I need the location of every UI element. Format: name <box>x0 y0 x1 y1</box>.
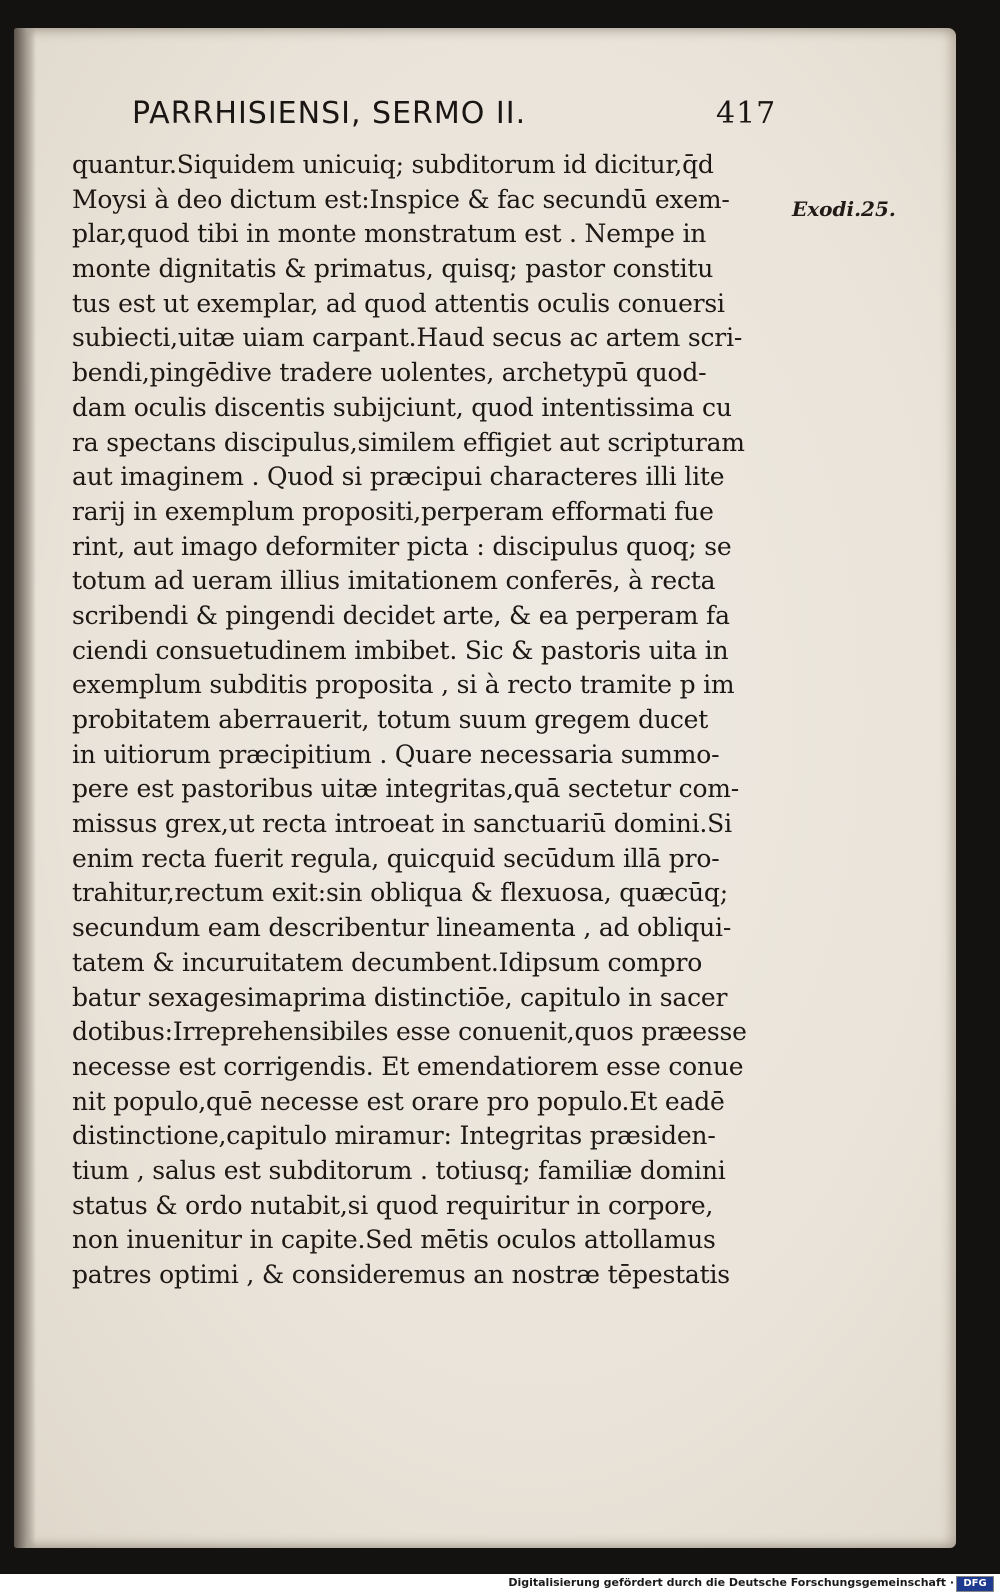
running-title: PARRHISIENSI, SERMO II. <box>132 96 527 131</box>
marginal-note: Exodi.25. <box>792 197 896 221</box>
text-line: plar,quod tibi in monte monstratum est . Nempe in <box>72 219 707 249</box>
text-line: nit populo,quē necesse est orare pro populo.Et eadē <box>72 1086 725 1116</box>
text-line: enim recta fuerit regula, quicquid secūdum illā pro- <box>72 843 720 873</box>
running-header <box>132 96 792 142</box>
text-line: missus grex,ut recta introeat in sanctuariū domini.Si <box>72 809 732 839</box>
text-line: patres optimi , & consideremus an nostræ tēpestatis <box>72 1260 730 1289</box>
text-line: Moysi à deo dictum est:Inspice & fac secundū exem- <box>72 184 730 214</box>
text-line: distinctione,capitulo miramur: Integritas præsiden- <box>72 1121 716 1151</box>
page-gutter-shadow <box>14 28 36 1548</box>
text-line: status & ordo nutabit,si quod requiritur in corpore, <box>72 1190 714 1220</box>
text-line: pere est pastoribus uitæ integritas,quā sectetur com- <box>72 774 740 804</box>
text-line: monte dignitatis & primatus, quisq; pastor constitu <box>72 254 714 284</box>
text-line: scribendi & pingendi decidet arte, & ea perperam fa <box>72 600 730 630</box>
text-line: exemplum subditis proposita , si à recto tramite p im <box>72 670 735 700</box>
text-line: aut imaginem . Quod si præcipui characteres illi lite <box>72 462 725 492</box>
text-line: secundum eam describentur lineamenta , ad obliqui- <box>72 913 732 943</box>
text-line: tus est ut exemplar, ad quod attentis oculis conuersi <box>72 288 725 318</box>
text-line: tium , salus est subditorum . totiusq; familiæ domini <box>72 1155 726 1185</box>
text-line: probitatem aberrauerit, totum suum gregem ducet <box>72 705 709 734</box>
text-line: rint, aut imago deformiter picta : discipulus quoq; se <box>72 531 732 561</box>
text-line: ciendi consuetudinem imbibet. Sic & pastoris uita in <box>72 635 729 665</box>
dfg-logo: DFG <box>956 1576 994 1592</box>
text-line: in uitiorum præcipitium . Quare necessaria summo- <box>72 739 720 769</box>
text-line: rarij in exemplum propositi,perperam efformati fue <box>72 496 714 526</box>
text-line: non inuenitur in capite.Sed mētis oculos attollamus <box>72 1225 716 1255</box>
text-line: trahitur,rectum exit:sin obliqua & flexuosa, quæcūq; <box>72 878 728 908</box>
body-text <box>72 148 782 1293</box>
text-line: totum ad ueram illius imitationem conferēs, à recta <box>72 566 716 596</box>
text-line: quantur.Siquidem unicuiq; subditorum id dicitur,q̄d <box>72 150 714 179</box>
text-line: dotibus:Irreprehensibiles esse conuenit,quos præesse <box>72 1017 747 1047</box>
text-line: necesse est corrigendis. Et emendatiorem esse conue <box>72 1051 744 1081</box>
text-line: bendi,pingēdive tradere uolentes, archetypū quod- <box>72 358 707 388</box>
text-line: dam oculis discentis subijciunt, quod intentissima cu <box>72 392 732 422</box>
text-line: subiecti,uitæ uiam carpant.Haud secus ac artem scri- <box>72 323 743 353</box>
text-line: batur sexagesimaprima distinctiōe, capitulo in sacer <box>72 982 728 1012</box>
text-line: ra spectans discipulus,similem effigiet aut scripturam <box>72 427 745 457</box>
digitization-credit: Digitalisierung gefördert durch die Deutsche Forschungsgemeinschaft · <box>508 1576 954 1589</box>
folio-number: 417 <box>716 96 777 131</box>
text-line: tatem & incuruitatem decumbent.Idipsum compro <box>72 947 703 977</box>
